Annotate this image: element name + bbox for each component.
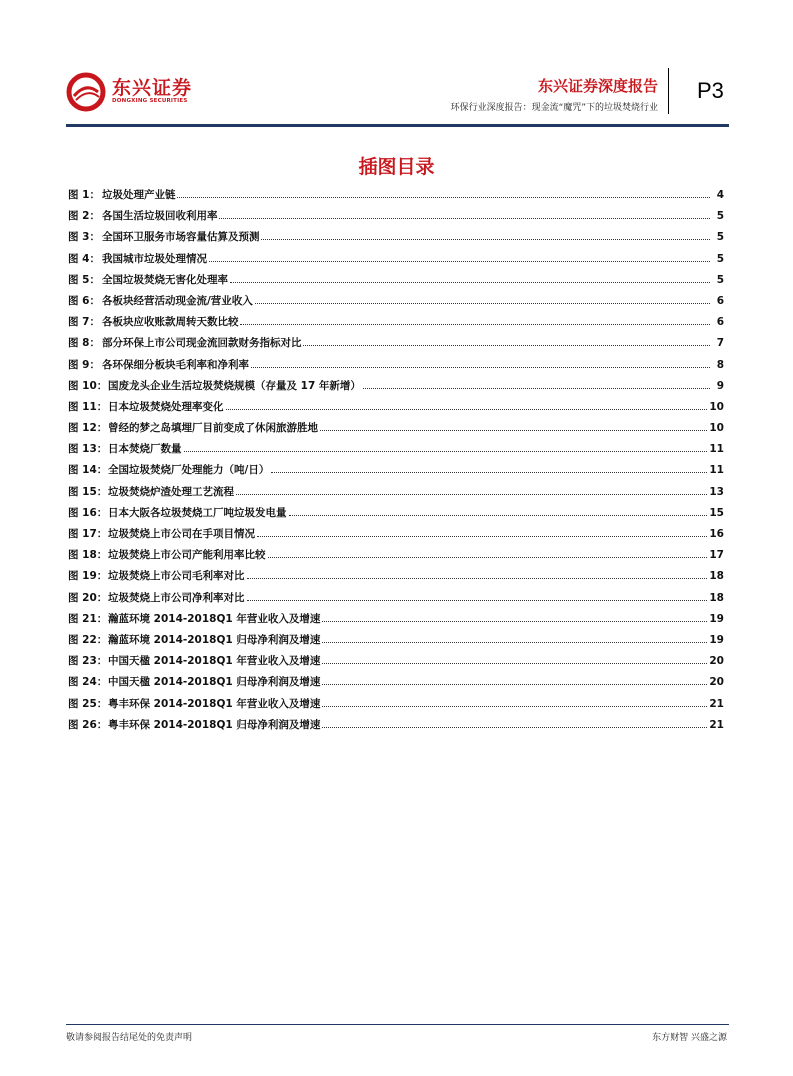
logo-text-en: DONGXING SECURITIES: [112, 98, 188, 104]
toc-entry-leader: [303, 344, 710, 346]
toc-entry-text: 垃圾焚烧上市公司产能利用率比较: [108, 549, 266, 562]
toc-entry-leader: [236, 493, 707, 495]
toc-entry[interactable]: [68, 632, 724, 653]
toc-entry-label: 图 25：: [68, 697, 108, 710]
report-subtitle: 环保行业深度报告：现金流“魔咒”下的垃圾焚烧行业: [450, 103, 658, 113]
toc-entry[interactable]: [68, 187, 724, 208]
toc-entry[interactable]: [68, 484, 724, 505]
toc-entry-text: 部分环保上市公司现金流回款财务指标对比: [101, 337, 302, 350]
toc-entry-label: 图 20：: [68, 591, 108, 604]
toc-entry-leader: [226, 408, 708, 410]
toc-entry-leader: [322, 620, 707, 622]
toc-entry-leader: [219, 217, 710, 219]
toc-entry-text: 垃圾焚烧上市公司毛利率对比: [108, 570, 245, 583]
toc-entry-leader: [230, 281, 710, 283]
toc-entry-text: 垃圾焚烧上市公司在手项目情况: [108, 528, 255, 540]
toc-entry-label: 图 14：: [68, 464, 108, 477]
toc-entry[interactable]: [68, 229, 724, 250]
toc-entry-label: 图 2：: [68, 210, 100, 223]
toc-entry[interactable]: [68, 462, 724, 483]
toc-entry-page: 11: [709, 464, 724, 477]
toc-entry[interactable]: [68, 526, 724, 547]
toc-entry-leader: [257, 535, 707, 537]
toc-entry-text: 各板块应收账款周转天数比较: [101, 316, 239, 329]
toc-entry[interactable]: [68, 378, 724, 399]
logo-text-cn: 东兴证券: [112, 77, 193, 99]
toc-entry-text: 垃圾焚烧上市公司净利率对比: [108, 591, 245, 604]
toc-entry-label: 图 9：: [68, 358, 100, 371]
footer-rule: [66, 1024, 729, 1025]
toc-entry-page: 4: [716, 189, 724, 201]
toc-title: 插图目录: [358, 156, 435, 178]
toc-entry-page: 17: [709, 549, 724, 562]
toc-entry-page: 8: [716, 358, 724, 371]
toc-entry-leader: [177, 196, 710, 198]
toc-entry-leader: [251, 366, 710, 368]
toc-entry-label: 图 21：: [68, 612, 108, 625]
toc-entry-text: 曾经的梦之岛填埋厂目前变成了休闲旅游胜地: [108, 422, 318, 435]
toc-entry-label: 图 8：: [68, 337, 100, 350]
toc-entry[interactable]: [68, 653, 724, 674]
toc-entry-label: 图 12：: [68, 422, 108, 435]
logo-emblem-icon: [66, 72, 106, 112]
toc-entry-page: 5: [716, 273, 724, 286]
toc-entry-label: 图 1：: [68, 189, 100, 201]
toc-entry[interactable]: [68, 293, 724, 314]
toc-entry[interactable]: [68, 420, 724, 441]
toc-entry-text: 垃圾焚烧炉渣处理工艺流程: [108, 485, 234, 498]
toc-entry-text: 各环保细分板块毛利率和净利率: [101, 358, 249, 371]
toc-entry[interactable]: [68, 335, 724, 356]
toc-entry-page: 19: [709, 633, 724, 646]
toc-entry[interactable]: [68, 696, 724, 717]
toc-entry-leader: [322, 705, 707, 707]
toc-entry-label: 图 4：: [68, 252, 100, 265]
toc-entry-label: 图 13：: [68, 443, 108, 456]
toc-entry[interactable]: [68, 208, 724, 229]
toc-entry-page: 20: [709, 676, 724, 689]
toc-entry-page: 13: [709, 485, 724, 498]
toc-entry-label: 图 22：: [68, 633, 108, 646]
toc-entry-text: 国废龙头企业生活垃圾焚烧规模（存量及 17 年新增）: [108, 379, 361, 392]
toc-entry-page: 10: [709, 422, 724, 435]
toc-entry-text: 日本大阪各垃圾焚烧工厂吨垃圾发电量: [108, 506, 287, 519]
toc-entry-text: 全国垃圾焚烧无害化处理率: [101, 273, 228, 286]
toc-entry-leader: [289, 514, 708, 516]
toc-entry-leader: [322, 641, 707, 643]
toc-entry-page: 16: [709, 528, 724, 540]
toc-entry-label: 图 26：: [68, 718, 108, 731]
toc-entry-leader: [322, 683, 707, 685]
toc-entry-leader: [261, 238, 710, 240]
toc-entry[interactable]: [68, 399, 724, 420]
page-number: P3: [697, 78, 724, 103]
toc-entry-label: 图 3：: [68, 231, 100, 244]
toc-entry-text: 瀚蓝环境 2014-2018Q1 年营业收入及增速: [108, 612, 321, 625]
toc-entry-text: 各板块经营活动现金流/营业收入: [101, 294, 253, 307]
toc-entry-leader: [247, 599, 708, 601]
header-divider: [668, 68, 669, 114]
toc-entry-page: 11: [709, 443, 724, 456]
toc-entry-text: 粤丰环保 2014-2018Q1 年营业收入及增速: [108, 697, 321, 710]
toc-entry[interactable]: [68, 717, 724, 738]
toc-entry-leader: [255, 302, 710, 304]
toc-entry-page: 21: [709, 697, 724, 710]
toc-entry-label: 图 16：: [68, 506, 108, 519]
toc-entry-text: 全国环卫服务市场容量估算及预测: [101, 231, 260, 244]
toc-entry-page: 20: [709, 655, 724, 668]
toc-entry-leader: [320, 429, 707, 431]
toc-entry-label: 图 6：: [68, 294, 100, 307]
toc-entry-text: 日本焚烧厂数量: [108, 443, 182, 456]
toc-entry-page: 5: [716, 252, 724, 265]
toc-entry-page: 6: [716, 316, 724, 329]
toc-entry-label: 图 15：: [68, 485, 108, 498]
toc-entry-text: 垃圾处理产业链: [101, 189, 176, 201]
toc-entry-label: 图 11：: [68, 400, 108, 413]
toc-entry-page: 18: [709, 570, 724, 583]
toc-entry-label: 图 24：: [68, 676, 108, 689]
toc-entry[interactable]: [68, 547, 724, 568]
toc-entry-leader: [247, 577, 708, 579]
toc-entry-text: 全国垃圾焚烧厂处理能力（吨/日）: [108, 464, 270, 477]
toc-entry-page: 19: [709, 612, 724, 625]
toc-entry-leader: [184, 450, 708, 452]
toc-entry-page: 6: [716, 294, 724, 307]
toc-entry-label: 图 17：: [68, 528, 108, 540]
report-title: 东兴证券深度报告: [537, 77, 658, 95]
toc-entry-leader: [363, 387, 710, 389]
toc-entry-label: 图 7：: [68, 316, 100, 329]
toc-entry-text: 中国天楹 2014-2018Q1 年营业收入及增速: [108, 655, 321, 668]
toc-entry-text: 瀚蓝环境 2014-2018Q1 归母净利润及增速: [108, 633, 321, 646]
toc-entry-page: 21: [709, 718, 724, 731]
toc-entry-leader: [268, 556, 708, 558]
toc-entry-label: 图 18：: [68, 549, 108, 562]
toc-entry-label: 图 19：: [68, 570, 108, 583]
toc-entry-leader: [322, 726, 707, 728]
toc-entry-page: 18: [709, 591, 724, 604]
toc-entry-text: 粤丰环保 2014-2018Q1 归母净利润及增速: [108, 718, 321, 731]
toc-entry-page: 10: [709, 400, 724, 413]
header-rule: [66, 124, 729, 127]
footer-disclaimer: 敬请参阅报告结尾处的免责声明: [66, 1033, 193, 1043]
footer-slogan: 东方财智 兴盛之源: [652, 1033, 727, 1043]
toc-entry-page: 9: [716, 379, 724, 392]
toc-entry-page: 7: [716, 337, 724, 350]
toc-entry-label: 图 10：: [68, 379, 108, 392]
toc-entry[interactable]: [68, 251, 724, 272]
toc-entry-leader: [271, 471, 707, 473]
toc-entry[interactable]: [68, 314, 724, 335]
toc-entry[interactable]: [68, 505, 724, 526]
toc-entry[interactable]: [68, 568, 724, 589]
toc-entry-leader: [322, 662, 707, 664]
toc-entry[interactable]: [68, 272, 724, 293]
toc-entry[interactable]: [68, 357, 724, 378]
toc-entry-page: 5: [716, 231, 724, 244]
toc-entry[interactable]: [68, 590, 724, 611]
toc-entry-text: 我国城市垃圾处理情况: [101, 252, 207, 265]
company-logo: [66, 72, 216, 112]
toc-entry[interactable]: [68, 674, 724, 695]
toc-entry-text: 各国生活垃圾回收利用率: [101, 210, 218, 223]
toc-entry-label: 图 5：: [68, 273, 100, 286]
toc-entry-leader: [209, 260, 710, 262]
toc-entry-label: 图 23：: [68, 655, 108, 668]
toc-entry-leader: [240, 323, 710, 325]
toc-entry-page: 5: [716, 210, 724, 223]
toc-entry[interactable]: [68, 611, 724, 632]
toc-entry-text: 日本垃圾焚烧处理率变化: [108, 400, 224, 413]
toc-entry-text: 中国天楹 2014-2018Q1 归母净利润及增速: [108, 676, 321, 689]
toc-entry[interactable]: [68, 441, 724, 462]
figure-toc: [68, 187, 724, 738]
toc-entry-page: 15: [709, 506, 724, 519]
